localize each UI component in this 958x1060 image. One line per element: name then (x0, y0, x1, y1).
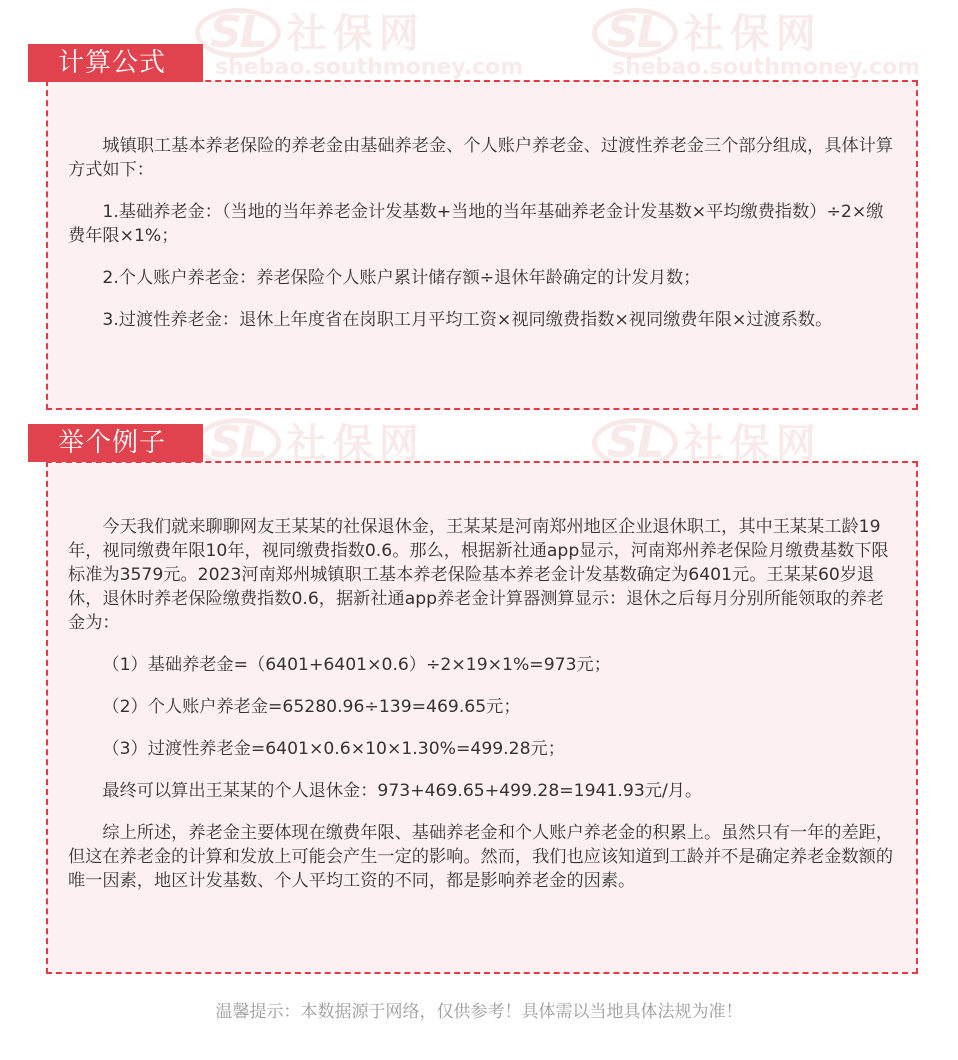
watermark-logo: SL (592, 8, 678, 58)
watermark-name: 社保网 (683, 11, 822, 57)
paragraph: 最终可以算出王某某的个人退休金：973+469.65+499.28=1941.93元/月。 (102, 781, 703, 801)
watermark-url: shebao.southmoney.com (215, 55, 524, 80)
watermark-name: 社保网 (286, 11, 425, 57)
watermark-logo: SL (592, 418, 678, 468)
watermark (592, 2, 920, 80)
watermark-name: 社保网 (286, 421, 425, 467)
example-content (68, 515, 896, 911)
paragraph: （1）基础养老金=（6401+6401×0.6）÷2×19×1%=973元； (102, 655, 611, 675)
paragraph: 今天我们就来聊聊网友王某某的社保退休金，王某某是河南郑州地区企业退休职工，其中王某某工龄19年，视同缴费年限10年，视同缴费指数0.6。那么，根据新社通app显示，河南郑州养老保险月缴费基数下限标准为3579元。2023河南郑州城镇职工基本养老保险基本养老金计发基数确定为6401元。王某某60岁退休，退休时养老保险缴费指数0.6，据新社通app养老金计算器测算显示：退休之后每月分别所能领取的养老金为： (68, 517, 889, 633)
section-tag-formula: 计算公式 (28, 44, 203, 82)
paragraph: 城镇职工基本养老保险的养老金由基础养老金、个人账户养老金、过渡性养老金三个部分组成，具体计算方式如下： (68, 136, 894, 180)
example-section (46, 461, 918, 974)
section-tag-example: 举个例子 (28, 424, 203, 462)
paragraph: 综上所述，养老金主要体现在缴费年限、基础养老金和个人账户养老金的积累上。虽然只有一年的差距，但这在养老金的计算和发放上可能会产生一定的影响。然而，我们也应该知道到工龄并不是确定养老金数额的唯一因素，地区计发基数、个人平均工资的不同，都是影响养老金的因素。 (68, 823, 894, 891)
formula-section (46, 80, 918, 410)
paragraph: 3.过渡性养老金：退休上年度省在岗职工月平均工资×视同缴费指数×视同缴费年限×过渡系数。 (102, 310, 833, 330)
paragraph: 1.基础养老金：（当地的当年养老金计发基数+当地的当年基础养老金计发基数×平均缴费指数）÷2×缴费年限×1%； (68, 202, 884, 246)
watermark-name: 社保网 (683, 421, 822, 467)
footer-note: 温馨提示：本数据源于网络，仅供参考！具体需以当地具体法规为准！ (215, 1002, 743, 1022)
watermark-logo: SL (195, 8, 281, 58)
paragraph: 2.个人账户养老金：养老保险个人账户累计储存额÷退休年龄确定的计发月数； (102, 268, 701, 288)
paragraph: （3）过渡性养老金=6401×0.6×10×1.30%=499.28元； (102, 739, 565, 759)
paragraph: （2）个人账户养老金=65280.96÷139=469.65元； (102, 697, 521, 717)
watermark (195, 2, 523, 80)
formula-content (68, 134, 896, 350)
watermark-logo: SL (195, 418, 281, 468)
watermark-url: shebao.southmoney.com (612, 55, 921, 80)
